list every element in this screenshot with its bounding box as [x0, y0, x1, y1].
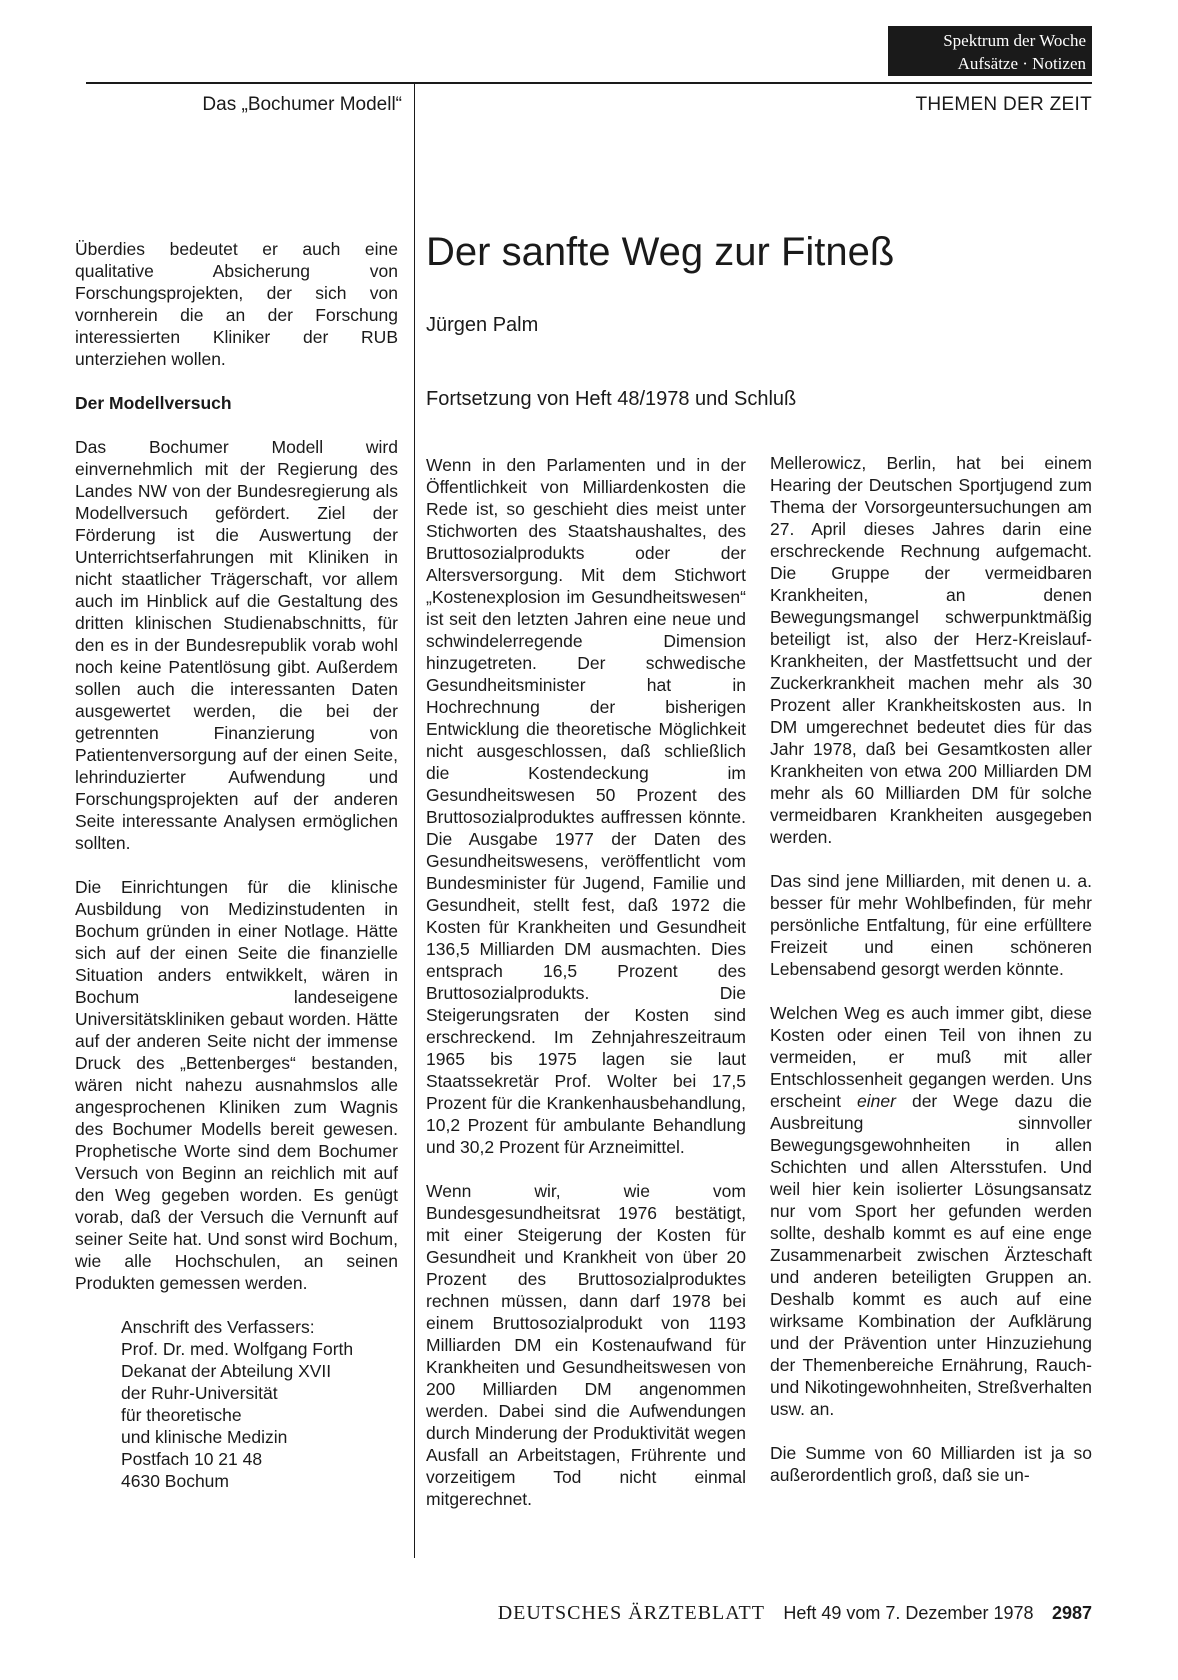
paragraph: Wenn wir, wie vom Bundesgesundheitsrat 1976 bestätigt, mit einer Steigerung der Kosten für Gesundheit und Krankheit von über 20 Prozent des Bruttosozialproduktes rechnen müssen, dann darf 1978 bei einem Bruttosozialprodukt von 1193 Milliarden DM ein Kostenaufwand für Krankheiten und Gesundheitswesen von 200 Milliarden DM angenommen werden. Dabei sind die Aufwendungen durch Minderung der Produktivität wegen Ausfall an Arbeitstagen, Frührente und vorzeitigem Tod nicht einmal mitgerechnet.: [426, 1181, 746, 1509]
section-heading: Der Modellversuch: [75, 393, 232, 413]
address-line: Anschrift des Verfassers:: [121, 1317, 315, 1337]
badge-line-1: Spektrum der Woche: [943, 31, 1086, 50]
text-run: Welchen Weg es auch immer gibt, diese Kosten oder einen Teil von ihnen zu vermeiden, er muß mit aller Entschlossenheit gegangen werden. Uns erscheint: [770, 1003, 1092, 1111]
address-line: Postfach 10 21 48: [121, 1449, 263, 1469]
top-rule: [86, 82, 1092, 84]
issue-info: Heft 49 vom 7. Dezember 1978: [783, 1603, 1034, 1623]
emphasis: einer: [857, 1091, 896, 1111]
page-number: 2987: [1051, 1603, 1092, 1623]
journal-name: DEUTSCHES ÄRZTEBLATT: [497, 1602, 765, 1624]
paragraph: [770, 1002, 1092, 1420]
section-badge: [888, 26, 1092, 76]
continuation-note: Fortsetzung von Heft 48/1978 und Schluß: [426, 388, 797, 410]
paragraph: Die Summe von 60 Milliarden ist ja so außerordentlich groß, daß sie un-: [770, 1443, 1092, 1485]
intro-paragraph: Überdies bedeutet er auch eine qualitative Absicherung von Forschungsprojekten, der sich von vornherein die an der Forschung interessierten Kliniker der RUB unterziehen wollen.: [75, 239, 398, 369]
address-line: und klinische Medizin: [121, 1427, 288, 1447]
page-footer: [416, 1602, 1092, 1625]
article-author: Jürgen Palm: [426, 314, 539, 336]
right-column: [770, 452, 1092, 1508]
address-line: für theoretische: [121, 1405, 242, 1425]
paragraph: Das sind jene Milliarden, mit denen u. a. besser für mehr Wohlbefinden, für mehr persönliche Entfaltung, für eine erfülltere Freizeit und einen schöneren Lebensabend gesorgt werden könnte.: [770, 871, 1092, 979]
right-kicker: THEMEN DER ZEIT: [915, 94, 1092, 115]
address-line: 4630 Bochum: [121, 1471, 229, 1491]
left-kicker: Das „Bochumer Modell“: [202, 94, 402, 115]
column-divider: [414, 82, 415, 1558]
address-line: Dekanat der Abteilung XVII: [121, 1361, 332, 1381]
paragraph: Die Einrichtungen für die klinische Ausbildung von Medizinstudenten in Bochum gründen in einer Notlage. Hätte sich auf der einen Seite die finanzielle Situation anders entwikkelt, wären in Bochum landeseigene Universitätskliniken gebaut worden. Hätte auf der anderen Seite nicht der immense Druck des „Bettenberges“ bestanden, wären nicht nahezu ausnahmslos alle angesprochenen Kliniken zum Wagnis des Bochumer Modells bereit gewesen. Prophetische Worte sind dem Bochumer Versuch von Beginn an reichlich mit auf den Weg gegeben worden. Es genügt vorab, daß der Versuch die Vernunft auf seiner Seite hat. Und sonst wird Bochum, wie alle Hochschulen, an seinen Produkten gemessen werden.: [75, 877, 398, 1293]
paragraph: Wenn in den Parlamenten und in der Öffentlichkeit von Milliardenkosten die Rede ist, so geschieht dies meist unter Stichworten des Staatshaushaltes, des Bruttosozialprodukts oder der Altersversorgung. Mit dem Stichwort „Kostenexplosion im Gesundheitswesen“ ist seit den letzten Jahren eine neue und schwindelerregende Dimension hinzugetreten. Der schwedische Gesundheitsminister hat in Hochrechnung der bisherigen Entwicklung die theoretische Möglichkeit nicht ausgeschlossen, daß schließlich die Kostendeckung im Gesundheitswesen 50 Prozent des Bruttosozialproduktes auffressen könnte. Die Ausgabe 1977 der Daten des Gesundheitswesens, veröffentlicht vom Bundesminister für Jugend, Familie und Gesundheit, stellt fest, daß 1972 die Kosten für Krankheiten und Gesundheit 136,5 Milliarden DM ausmachten. Dies entsprach 16,5 Prozent des Bruttosozialprodukts. Die Steigerungsraten der Kosten sind erschreckend. Im Zehnjahreszeitraum 1965 bis 1975 lagen sie laut Staatssekretär Prof. Wolter bei 17,5 Prozent für die Krankenhausbehandlung, 10,2 Prozent für ambulante Behandlung und 30,2 Prozent für Arzneimittel.: [426, 455, 746, 1157]
address-line: der Ruhr-Universität: [121, 1383, 278, 1403]
middle-column: [426, 454, 746, 1532]
text-run: der Wege dazu die Ausbreitung sinnvoller Bewegungsgewohnheiten in allen Schichten und allen Altersstufen. Und weil hier kein isolierter Lösungsansatz nur vom Sport her gefunden werden sollte, deshalb kommt es auf eine enge Zusammenarbeit zwischen Ärzteschaft und anderen beteiligten Gruppen an. Deshalb kommt es auch auf eine wirksame Kombination der Aufklärung und der Prävention unter Hinzuziehung der Themenbereiche Ernährung, Rauch- und Nikotingewohnheiten, Streßverhalten usw. an.: [770, 1091, 1092, 1419]
author-address: [121, 1316, 398, 1492]
article-title: Der sanfte Weg zur Fitneß: [426, 230, 895, 274]
paragraph: Mellerowicz, Berlin, hat bei einem Hearing der Deutschen Sportjugend zum Thema der Vorsorgeuntersuchungen am 27. April dieses Jahres darin eine erschreckende Rechnung aufgemacht. Die Gruppe der vermeidbaren Krankheiten, an denen Bewegungsmangel schwerpunktmäßig beteiligt ist, also der Herz-Kreislauf-Krankheiten, der Mastfettsucht und der Zuckerkrankheit machen mehr als 30 Prozent aller Krankheitskosten aus. In DM umgerechnet bedeutet dies für das Jahr 1978, daß bei Gesamtkosten aller Krankheiten von etwa 200 Milliarden DM mehr als 60 Milliarden DM für solche vermeidbaren Krankheiten ausgegeben werden.: [770, 453, 1092, 847]
badge-line-2: Aufsätze · Notizen: [957, 54, 1086, 73]
address-line: Prof. Dr. med. Wolfgang Forth: [121, 1339, 354, 1359]
left-column: [75, 238, 398, 1492]
paragraph: Das Bochumer Modell wird einvernehmlich mit der Regierung des Landes NW von der Bundesregierung als Modellversuch gefördert. Ziel der Förderung ist die Auswertung der Unterrichtserfahrungen mit Kliniken in nicht staatlicher Trägerschaft, vor allem auch im Hinblick auf die Gestaltung des dritten klinischen Studienabschnitts, für den es in der Bundesrepublik vorab wohl noch keine Patentlösung gibt. Außerdem sollen auch die interessanten Daten ausgewertet werden, die bei der getrennten Finanzierung von Patientenversorgung auf der einen Seite, lehrinduzierter Aufwendung und Forschungsprojekten auf der anderen Seite interessante Analysen ermöglichen sollten.: [75, 437, 398, 853]
